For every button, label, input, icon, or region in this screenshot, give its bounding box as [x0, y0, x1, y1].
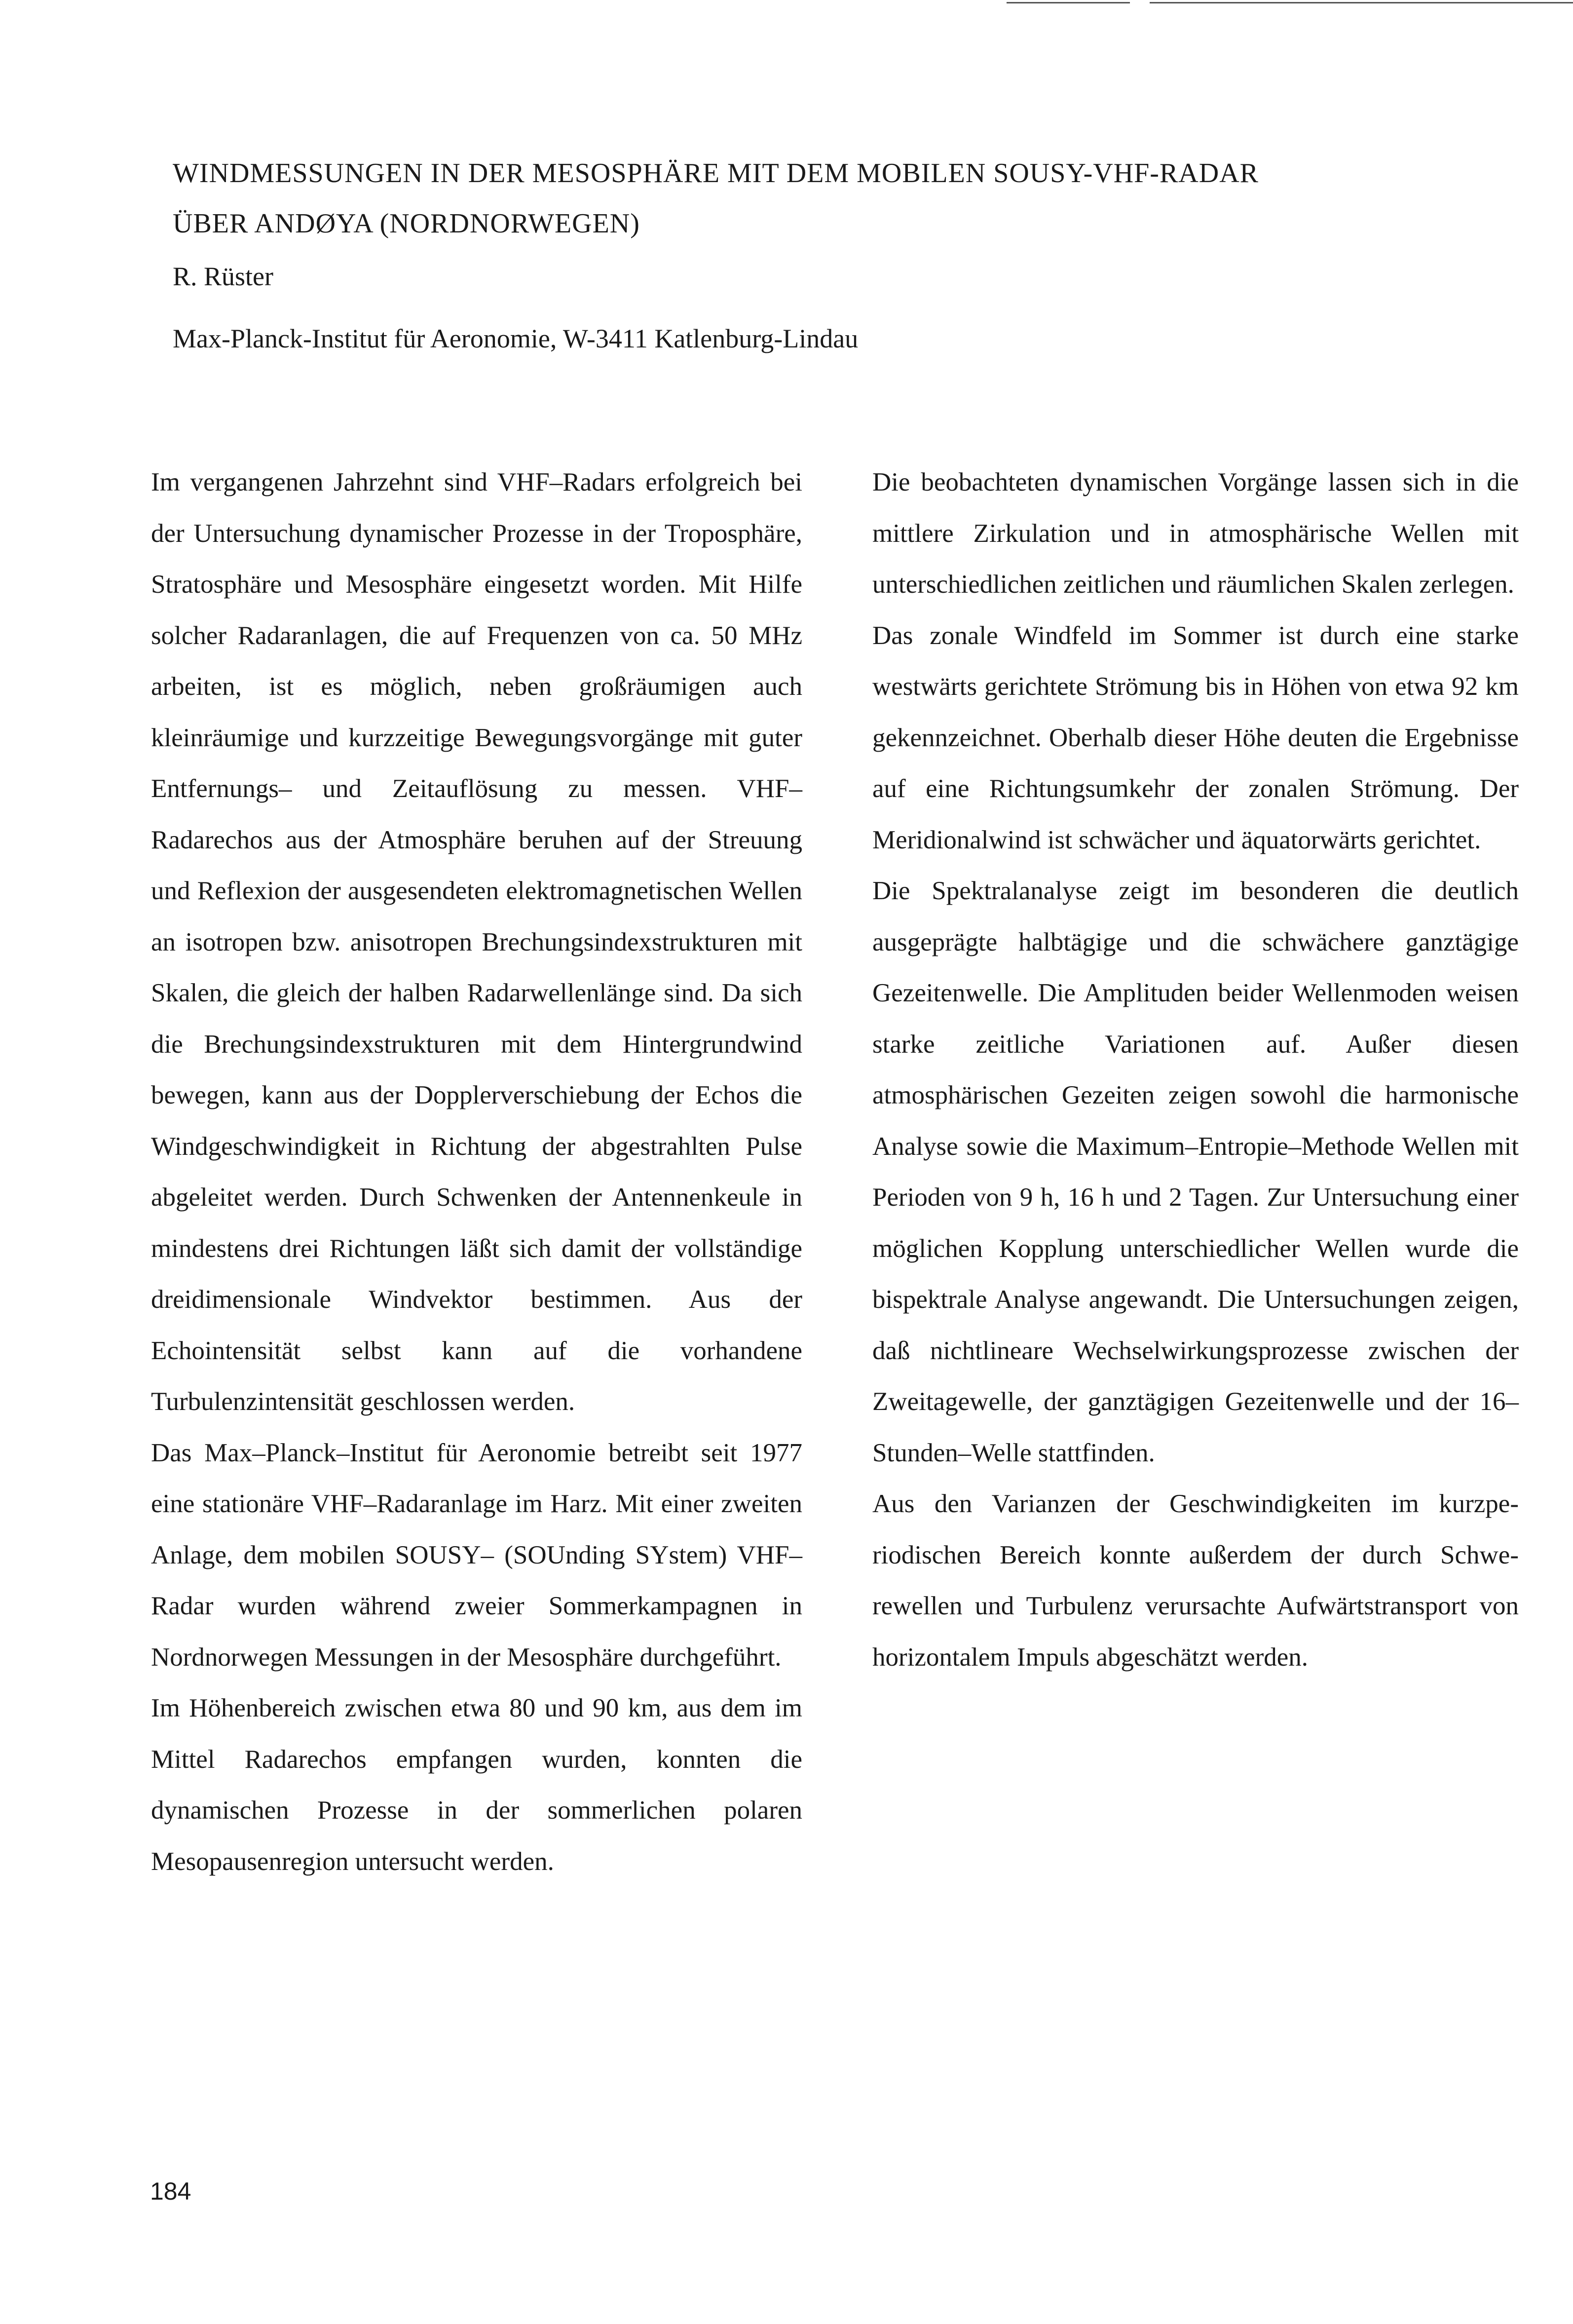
author: R. Rüster — [173, 262, 274, 291]
paragraph: Im vergangenen Jahrzehnt sind VHF–Radars erfolgreich bei der Untersuchung dynamischer Prozesse in der Troposphäre, Stratosphäre und Mesosphäre eingesetzt worden. Mit Hilfe solcher Radaranlagen, die auf Frequenzen von ca. 50 MHz arbeiten, ist es möglich, neben großräumigen auch kleinräumige und kurzzeitige Bewegungsvorgänge mit guter Entfernungs– und Zeitauflösung zu messen. VHF–Radarechos aus der Atmosphäre beruhen auf der Streuung und Reflexion der ausgesendeten elektromagnetischen Wellen an isotropen bzw. anisotropen Brechungsindexstrukturen mit Skalen, die gleich der halben Radarwellenlänge sind. Da sich die Brechungsindexstrukturen mit dem Hintergrundwind bewegen, kann aus der Dopplerverschiebung der Echos die Windgeschwindigkeit in Richtung der abgestrahlten Pulse abgeleitet werden. Durch Schwenken der Antennenkeule in mindestens drei Richtungen läßt sich damit der vollständige dreidimensionale Windvektor bestimmen. Aus der Echointensität selbst kann auf die vorhandene Turbulenzintensität geschlossen werden. — [151, 468, 802, 1416]
paragraph: Das Max–Planck–Institut für Aeronomie betreibt seit 1977 eine stationäre VHF–Radaranlage im Harz. Mit einer zweiten Anlage, dem mobilen SOUSY– (SOUnding SYstem) VHF–Radar wurden während zweier Sommerkampagnen in Nordnorwegen Messungen in der Mesosphäre durchgeführt. — [151, 1438, 802, 1672]
page-number: 184 — [150, 2177, 191, 2205]
title-line-1: WINDMESSUNGEN IN DER MESOSPHÄRE MIT DEM MOBILEN SOUSY-VHF-RADAR — [173, 158, 1259, 189]
right-column — [872, 457, 1519, 1683]
paragraph: Im Höhenbereich zwischen etwa 80 und 90 km, aus dem im Mittel Radarechos empfangen wurden, konnten die dynamischen Prozesse in der sommerlichen polaren Mesopausenregion untersucht werden. — [151, 1694, 802, 1876]
affiliation: Max-Planck-Institut für Aeronomie, W-3411 Katlenburg-Lindau — [173, 324, 859, 353]
article-header — [173, 148, 1406, 363]
top-rule-right — [1150, 2, 1573, 3]
paragraph: Das zonale Windfeld im Sommer ist durch eine starke westwärts gerichtete Strömung bis in Höhen von etwa 92 km gekennzeichnet. Oberhalb dieser Höhe deuten die Ergebnisse auf eine Richtungsumkehr der zonalen Strömung. Der Meridionalwind ist schwächer und äquatorwärts gerichtet. — [872, 621, 1519, 854]
article-title — [173, 148, 1406, 249]
top-rule-left — [1007, 2, 1130, 3]
paragraph: Die Spektralanalyse zeigt im besonderen die deutlich ausgeprägte halbtägige und die schwächere ganztägige Gezeitenwelle. Die Amplituden beider Wellenmoden weisen starke zeitliche Variationen auf. Außer diesen atmosphärischen Gezeiten zeigen sowohl die harmonische Analyse sowie die Maximum–Entropie–Methode Wellen mit Perioden von 9 h, 16 h und 2 Tagen. Zur Untersuchung einer möglichen Kopplung unterschiedlicher Wellen wurde die bispektrale Analyse angewandt. Die Untersuchungen zeigen, daß nichtlineare Wechselwirkungsprozesse zwischen der Zweitagewelle, der ganztägigen Gezeitenwelle und der 16–Stunden–Welle stattfinden. — [872, 876, 1519, 1467]
left-column — [151, 457, 802, 1887]
paragraph: Die beobachteten dynamischen Vorgänge lassen sich in die mittlere Zirkulation und in atmosphärische Wellen mit unterschiedlichen zeitlichen und räumlichen Skalen zerlegen. — [872, 468, 1519, 599]
title-line-2: ÜBER ANDØYA (NORDNORWEGEN) — [173, 208, 640, 239]
paragraph: Aus den Varianzen der Geschwindigkeiten im kurzperiodischen Bereich konnte außerdem der durch Schwerewellen und Turbulenz verursachte Aufwärtstransport von horizontalem Impuls abgeschätzt werden. — [872, 1489, 1519, 1672]
